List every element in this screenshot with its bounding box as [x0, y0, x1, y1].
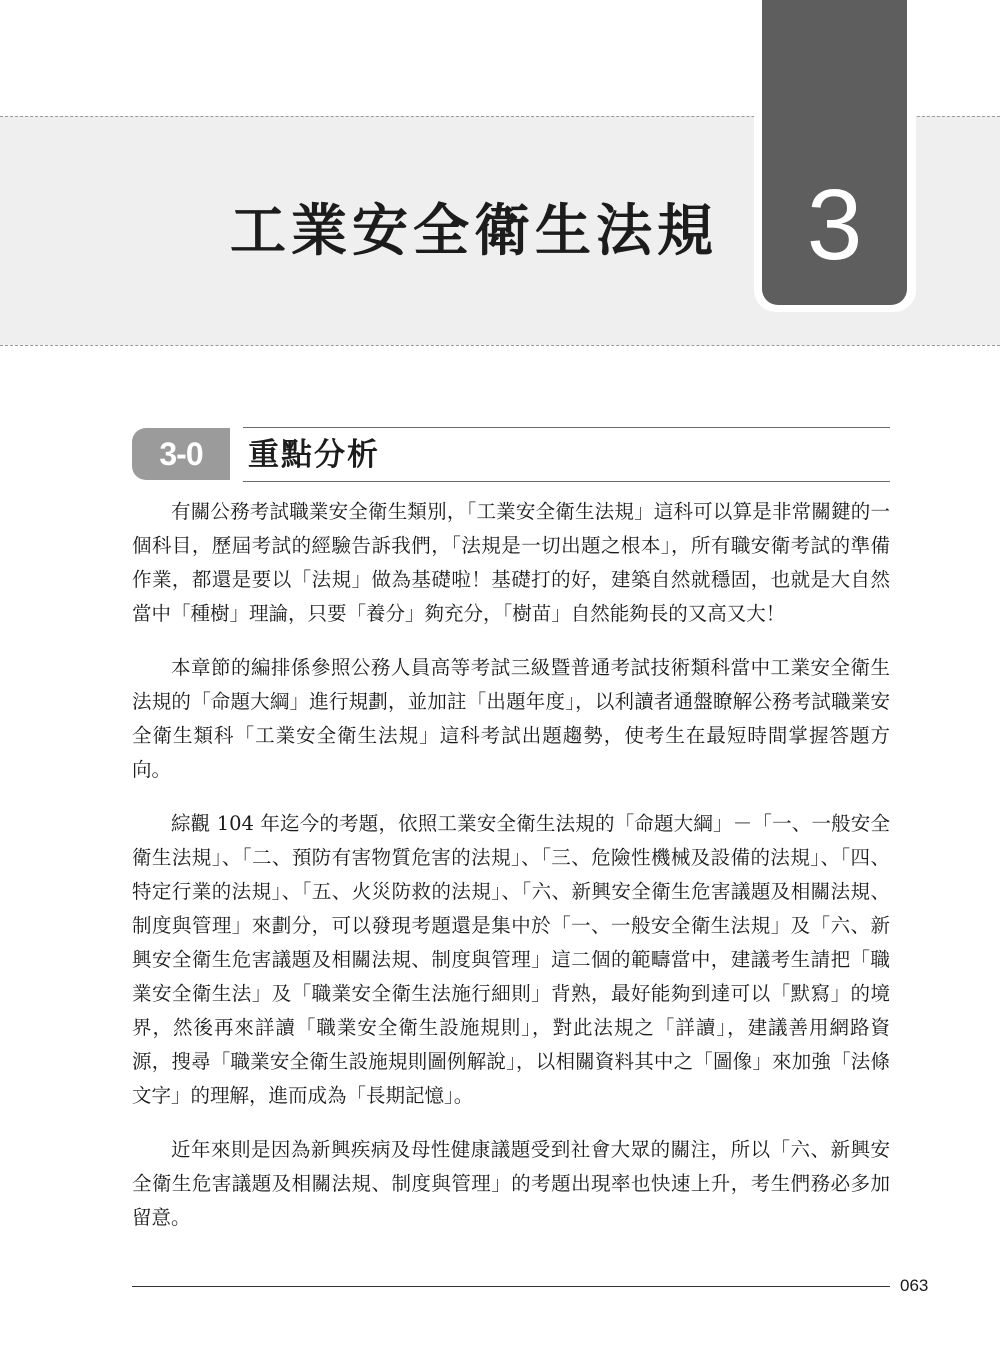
body-text [132, 495, 890, 1255]
chapter-title: 工業安全衛生法規 [230, 199, 718, 264]
section-title: 重點分析 [248, 437, 380, 473]
section-rule-top [243, 427, 890, 428]
page-number: 063 [900, 1276, 929, 1295]
paragraph-3: 綜觀 104 年迄今的考題，依照工業安全衛生法規的「命題大綱」－「一、一般安全衛生法規」、「二、預防有害物質危害的法規」、「三、危險性機械及設備的法規」、「四、特定行業的法規」、「五、火災防救的法規」、「六、新興安全衛生危害議題及相關法規、制度與管理」來劃分，可以發現考題還是集中於「一、一般安全衛生法規」及「六、新興安全衛生危害議題及相關法規、制度與管理」這二個的範疇當中，建議考生請把「職業安全衛生法」及「職業安全衛生法施行細則」背熟，最好能夠到達可以「默寫」的境界，然後再來詳讀「職業安全衛生設施規則」，對此法規之「詳讀」，建議善用網路資源，搜尋「職業安全衛生設施規則圖例解說」，以相關資料其中之「圖像」來加強「法條文字」的理解，進而成為「長期記憶」。 [132, 812, 890, 1107]
section-number-badge: 3-0 [132, 428, 230, 480]
chapter-number: 3 [806, 169, 863, 281]
section-rule-bottom [243, 481, 890, 482]
header-dashed-line-bottom [0, 345, 1000, 346]
paragraph-1: 有關公務考試職業安全衛生類別，「工業安全衛生法規」這科可以算是非常關鍵的一個科目，歷屆考試的經驗告訴我們，「法規是一切出題之根本」，所有職安衛考試的準備作業，都還是要以「法規」做為基礎啦！基礎打的好，建築自然就穩固，也就是大自然當中「種樹」理論，只要「養分」夠充分，「樹苗」自然能夠長的又高又大！ [132, 500, 890, 625]
footer-rule [132, 1286, 890, 1287]
paragraph-2: 本章節的編排係參照公務人員高等考試三級暨普通考試技術類科當中工業安全衛生法規的「命題大綱」進行規劃，並加註「出題年度」，以利讀者通盤瞭解公務考試職業安全衛生類科「工業安全衛生法規」這科考試出題趨勢，使考生在最短時間掌握答題方向。 [132, 656, 890, 781]
paragraph-4: 近年來則是因為新興疾病及母性健康議題受到社會大眾的關注，所以「六、新興安全衛生危害議題及相關法規、制度與管理」的考題出現率也快速上升，考生們務必多加留意。 [132, 1138, 890, 1229]
chapter-tab [762, 0, 907, 305]
